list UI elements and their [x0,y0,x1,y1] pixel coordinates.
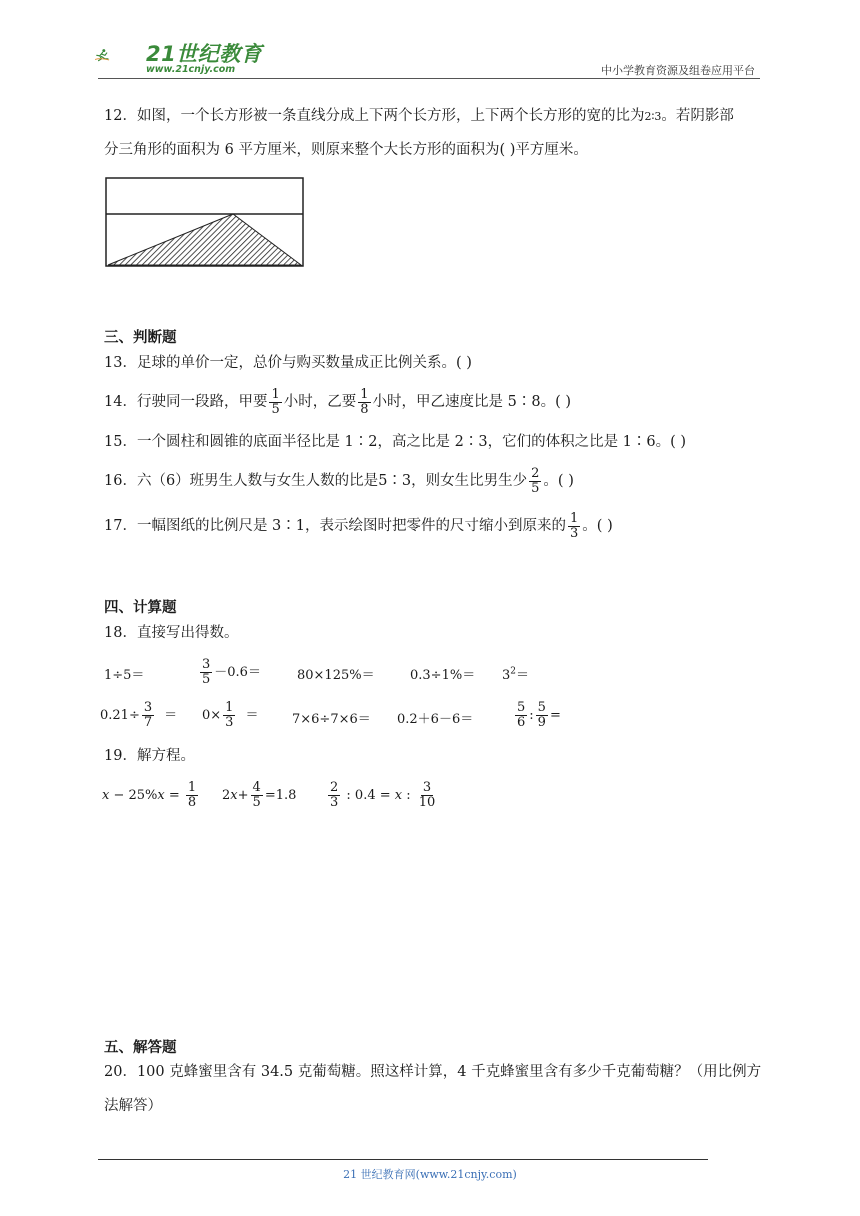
q15: 15．一个圆柱和圆锥的底面半径比是 1∶2，高之比是 2∶3，它们的体积之比是 1∶6。( ) [104,434,687,450]
q12-line2: 分三角形的面积为 6 平方厘米，则原来整个大长方形的面积为( )平方厘米。 [104,142,588,158]
q16: 16．六（6）班男生人数与女生人数的比是5∶3，则女生比男生少 $\frac{2}{5}$ 。( ) [104,465,574,496]
rectangle-figure [105,177,305,269]
section5-title: 五、解答题 [104,1040,177,1056]
logo-text: 21世纪教育 [146,42,263,66]
footer-text: 21 世纪教育网(www.21cnjy.com) [343,1168,517,1181]
section3-title: 三、判断题 [104,330,177,346]
calc-2-1: 0.21÷ $\frac{3}{7}$ ＝ [100,700,178,730]
q20-line2: 法解答） [104,1098,162,1114]
calc-2-4: 0.2＋6－6＝ [397,712,474,727]
q12-line1: 12．如图，一个长方形被一条直线分成上下两个长方形，上下两个长方形的宽的比为2∶3。若阴影部 [104,108,734,124]
calc-2-2: 0× $\frac{1}{3}$ ＝ [202,700,259,730]
calc-2-5: $\frac{5}{6}$ : $\frac{5}{9}$ = [517,700,561,730]
q19: 19．解方程。 [104,748,195,764]
q20-line1: 20．100 克蜂蜜里含有 34.5 克葡萄糖。照这样计算，4 千克蜂蜜里含有多少千克葡萄糖？（用比例方 [104,1064,762,1080]
equation-3: $\frac{2}{3}$ : 0.4 = x : $\frac{3}{10}$ [330,780,436,810]
equation-1: x − 25%x = $\frac{1}{8}$ [102,780,197,810]
calc-1-4: 0.3÷1%＝ [410,668,476,683]
q18: 18．直接写出得数。 [104,625,239,641]
q13: 13．足球的单价一定，总价与购买数量成正比例关系。( ) [104,355,472,371]
q14: 14．行驶同一段路，甲要 $\frac{1}{5}$ 小时，乙要 $\frac{1}{8}$ 小时，甲乙速度比是 5∶8。( ) [104,386,571,417]
platform-name: 中小学教育资源及组卷应用平台 [601,64,755,77]
section4-title: 四、计算题 [104,600,177,616]
calc-1-2: $\frac{3}{5}$ －0.6＝ [202,657,261,687]
logo-url: www.21cnjy.com [146,64,236,75]
calc-1-5: $3^2=$ [502,666,530,683]
calc-1-3: 80×125%＝ [297,668,375,683]
calc-2-3: 7×6÷7×6＝ [292,712,371,727]
equation-2: 2x+ $\frac{4}{5}$ =1.8 [222,780,297,810]
header-divider [98,78,760,79]
q17: 17．一幅图纸的比例尺是 3∶1，表示绘图时把零件的尺寸缩小到原来的 $\frac{1}{3}$ 。( ) [104,510,613,541]
runner-logo-icon [95,34,145,76]
footer-divider [98,1159,708,1160]
calc-1-1: 1÷5＝ [104,668,145,683]
